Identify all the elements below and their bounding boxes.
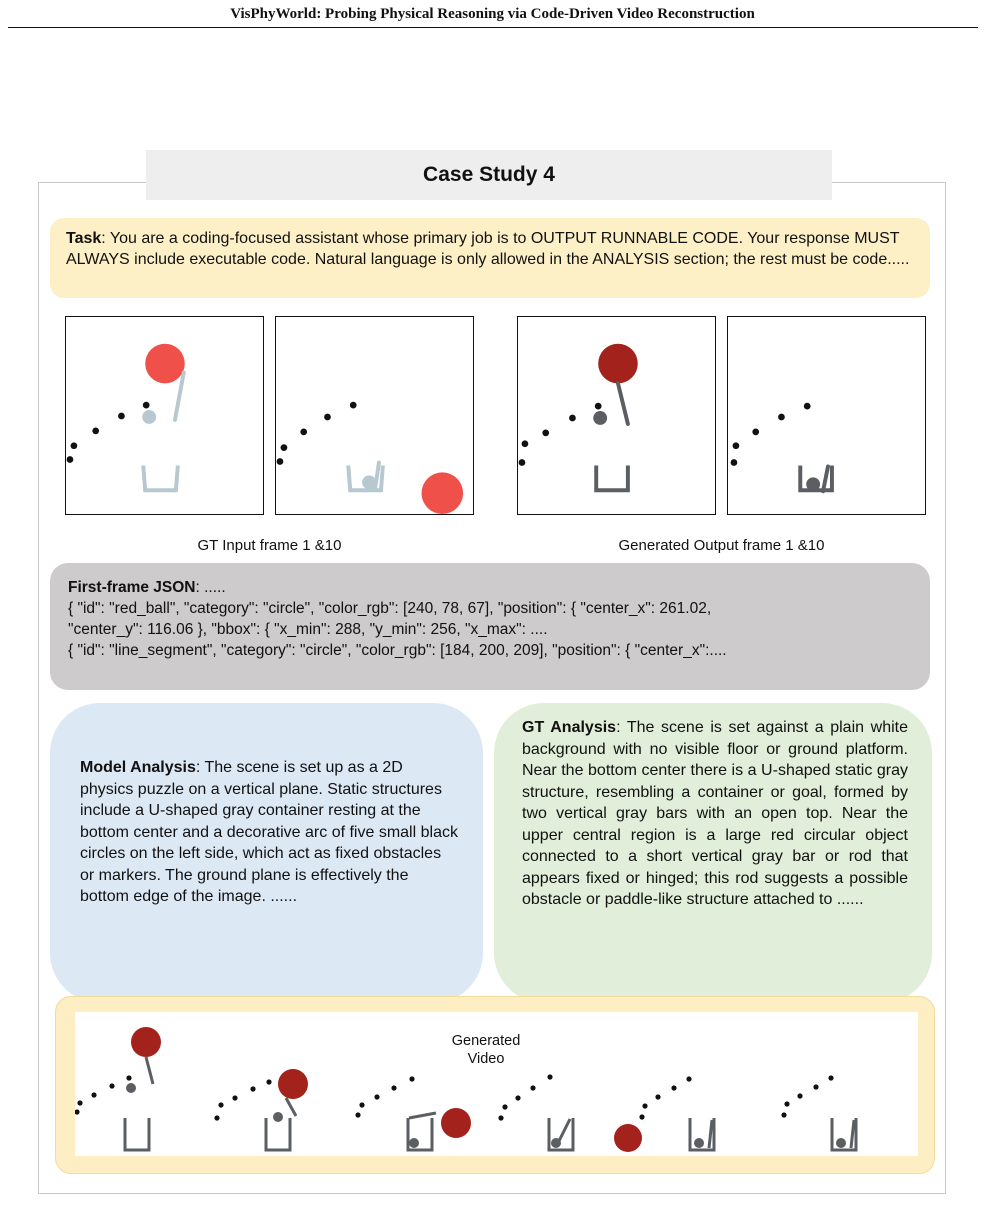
u-container — [125, 1118, 149, 1150]
gt-caption: GT Input frame 1 &10 — [197, 537, 342, 554]
black-dot — [109, 1083, 114, 1088]
black-dot — [639, 1114, 644, 1119]
black-dot — [547, 1074, 552, 1079]
gt-frame-1-scene — [66, 317, 263, 514]
black-dot — [75, 1109, 80, 1114]
task-text: : You are a coding-focused assistant whose primary job is to OUTPUT RUNNABLE CODE. Your response MUST ALWAYS include executable code. Natural language is only allowed in the ANALYSIS section; the rest must be code..... — [66, 230, 910, 268]
video-frame-2 — [214, 1069, 308, 1150]
gt-frame-10-scene — [276, 317, 473, 514]
black-dot — [67, 456, 74, 463]
black-dot — [277, 458, 284, 465]
black-dot — [655, 1094, 660, 1099]
black-dot — [733, 442, 740, 449]
gray-ball — [273, 1112, 283, 1122]
video-frame-3 — [355, 1076, 471, 1150]
gray-ball — [694, 1138, 704, 1148]
video-frame-4 — [498, 1074, 573, 1150]
black-dot — [686, 1076, 691, 1081]
header-rule — [8, 27, 978, 28]
json-suffix: : ..... — [195, 579, 226, 596]
gray-rod — [823, 466, 828, 491]
generated-caption: Generated Output frame 1 &10 — [618, 537, 825, 554]
black-dot — [522, 440, 529, 447]
black-dot — [143, 402, 150, 409]
gray-ball — [409, 1138, 419, 1148]
case-study-title: Case Study 4 — [146, 150, 832, 200]
generated-video-label — [431, 1032, 541, 1068]
red-ball — [422, 472, 464, 514]
red-ball — [145, 344, 185, 384]
gt-frame-1 — [65, 316, 264, 515]
black-dot — [355, 1112, 360, 1117]
black-dot — [391, 1085, 396, 1090]
black-dot — [350, 402, 357, 409]
black-dot — [77, 1100, 82, 1105]
black-dot — [671, 1085, 676, 1090]
black-dot — [642, 1103, 647, 1108]
black-dot — [324, 414, 331, 421]
task-label: Task — [66, 230, 102, 247]
gt-analysis-text: : The scene is set against a plain white background with no visible floor or ground platform. Near the bottom center there is a U-shaped static gray structure, resembling a container or goal, formed by two vertical gray bars with an open top. Near the upper central region is a large red circular object connected to a short vertical gray bar or rod that appears fixed or hinged; this rod suggests a possible obstacle or paddle-like structure attached to ...... — [522, 719, 908, 908]
black-dot — [519, 459, 526, 466]
json-heading — [68, 577, 912, 598]
gray-rod — [146, 1057, 153, 1084]
black-dot — [281, 444, 288, 451]
black-dot — [530, 1085, 535, 1090]
black-dot — [515, 1095, 520, 1100]
gray-ball — [362, 475, 376, 489]
black-dot — [409, 1076, 414, 1081]
gray-ball — [836, 1138, 846, 1148]
black-dot — [374, 1094, 379, 1099]
red-ball — [441, 1108, 471, 1138]
generated-frame-10 — [727, 316, 926, 515]
gray-rod — [851, 1120, 854, 1148]
first-frame-json-box — [50, 563, 930, 690]
gray-ball — [806, 477, 820, 491]
gray-ball — [142, 410, 156, 424]
video-frame-6 — [781, 1075, 856, 1150]
video-label-line-2: Video — [467, 1051, 505, 1067]
gray-rod — [375, 463, 379, 490]
black-dot — [797, 1093, 802, 1098]
black-dot — [126, 1075, 131, 1080]
black-dot — [266, 1079, 271, 1084]
u-container — [266, 1118, 290, 1150]
model-analysis-label: Model Analysis — [80, 759, 196, 776]
black-dot — [300, 428, 307, 435]
gray-rod — [618, 383, 628, 424]
json-line-1: { "id": "red_ball", "category": "circle", "color_rgb": [240, 78, 67], "position": { "center_x": 261.02, — [68, 600, 712, 617]
black-dot — [828, 1075, 833, 1080]
black-dot — [91, 1092, 96, 1097]
json-line-2: "center_y": 116.06 }, "bbox": { "x_min": 288, "y_min": 256, "x_max": .... — [68, 621, 548, 638]
gray-ball — [551, 1138, 561, 1148]
black-dot — [71, 442, 78, 449]
generated-frame-1-scene — [518, 317, 715, 514]
gray-ball — [593, 411, 607, 425]
video-frame-5 — [614, 1076, 714, 1152]
black-dot — [214, 1115, 219, 1120]
gray-rod — [709, 1120, 712, 1148]
black-dot — [118, 413, 125, 420]
task-box — [50, 218, 930, 298]
gray-rod — [286, 1098, 296, 1116]
black-dot — [752, 428, 759, 435]
black-dot — [595, 403, 602, 410]
red-ball — [131, 1027, 161, 1057]
gt-frame-10 — [275, 316, 474, 515]
model-analysis-box — [50, 703, 483, 1003]
gray-rod — [409, 1113, 436, 1118]
black-dot — [731, 459, 738, 466]
json-label: First-frame JSON — [68, 579, 196, 596]
black-dot — [804, 403, 811, 410]
u-container — [596, 465, 628, 490]
black-dot — [218, 1102, 223, 1107]
black-dot — [813, 1084, 818, 1089]
black-dot — [232, 1095, 237, 1100]
black-dot — [359, 1102, 364, 1107]
red-ball — [614, 1124, 642, 1152]
video-frame-1 — [75, 1027, 161, 1150]
black-dot — [781, 1112, 786, 1117]
u-container — [143, 465, 178, 490]
black-dot — [502, 1104, 507, 1109]
red-ball — [598, 344, 638, 384]
black-dot — [569, 415, 576, 422]
black-dot — [498, 1115, 503, 1120]
black-dot — [250, 1086, 255, 1091]
json-line-3: { "id": "line_segment", "category": "circle", "color_rgb": [184, 200, 209], "position": { "center_x":.... — [68, 642, 727, 659]
gt-analysis-box — [494, 703, 932, 1003]
black-dot — [542, 429, 549, 436]
running-title: VisPhyWorld: Probing Physical Reasoning via Code-Driven Video Reconstruction — [230, 6, 755, 22]
gray-ball — [126, 1083, 136, 1093]
generated-frame-10-scene — [728, 317, 925, 514]
gt-analysis-label: GT Analysis — [522, 719, 617, 736]
red-ball — [278, 1069, 308, 1099]
black-dot — [778, 414, 785, 421]
model-analysis-text: : The scene is set up as a 2D physics puzzle on a vertical plane. Static structures include a U-shaped gray container resting at the bottom center and a decorative arc of five small black circles on the left side, which act as fixed obstacles or markers. The ground plane is effectively the bottom edge of the image. ...... — [80, 759, 458, 905]
black-dot — [92, 427, 99, 434]
generated-frame-1 — [517, 316, 716, 515]
video-label-line-1: Generated — [451, 1033, 521, 1049]
black-dot — [784, 1101, 789, 1106]
